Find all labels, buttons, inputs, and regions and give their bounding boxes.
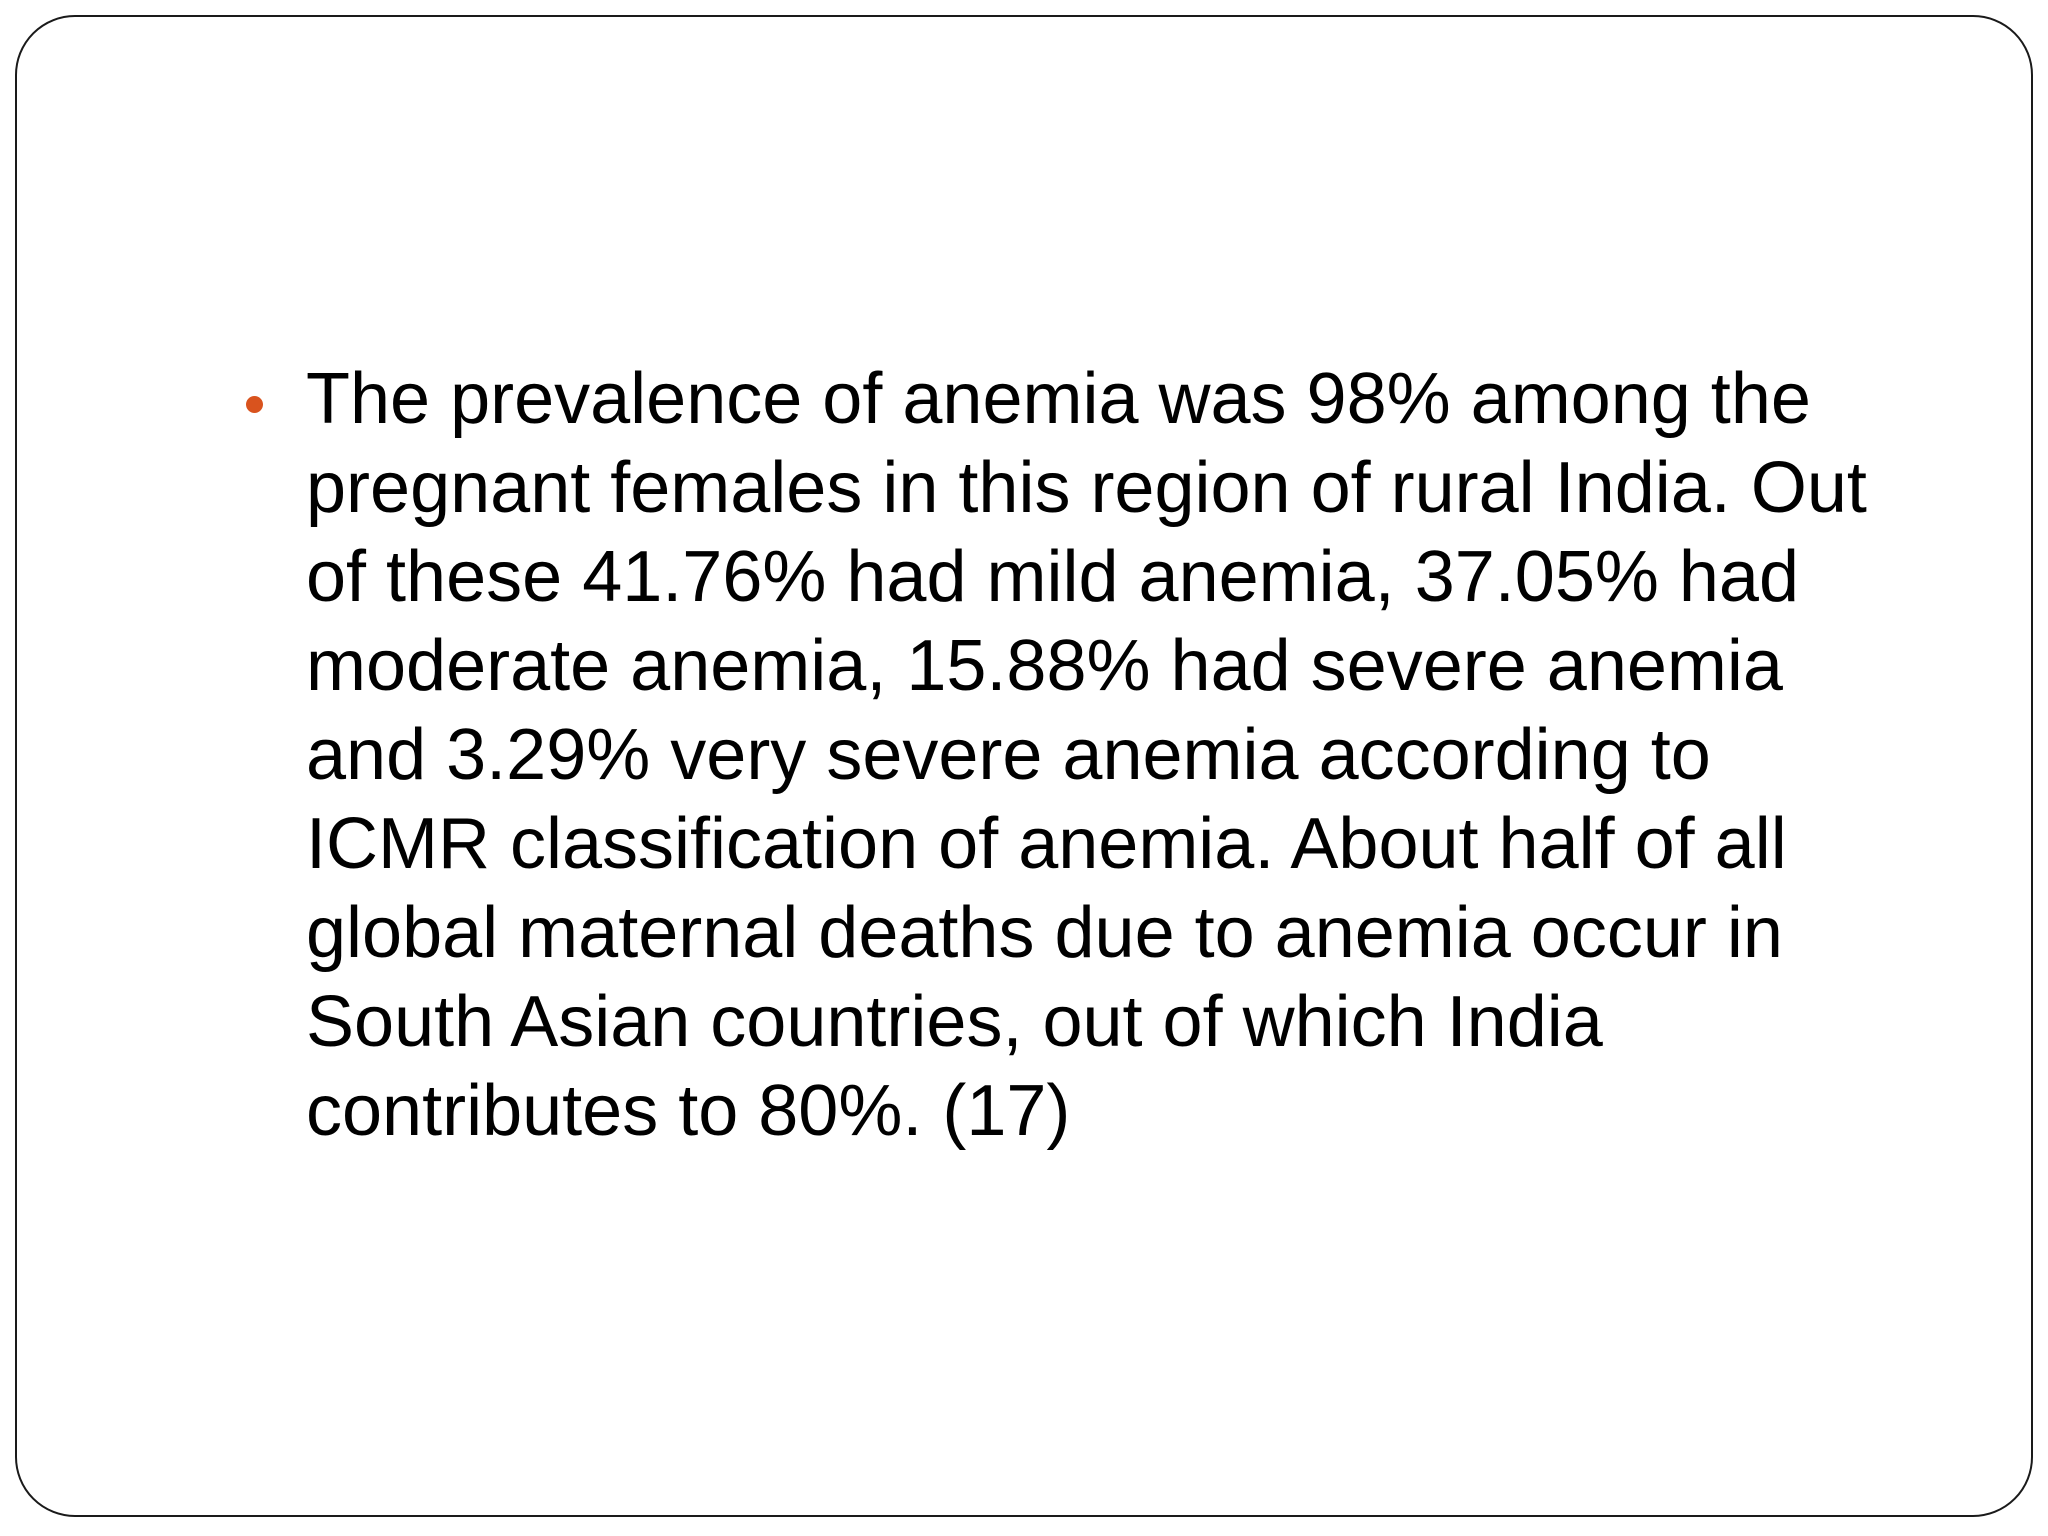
slide-frame bbox=[15, 15, 2033, 1517]
bullet-list bbox=[242, 355, 1942, 1156]
bullet-dot-icon bbox=[246, 396, 263, 413]
bullet-item bbox=[242, 355, 1942, 1156]
bullet-text: The prevalence of anemia was 98% among the pregnant females in this region of rural India. Out of these 41.76% had mild anemia, 37.05% had moderate anemia, 15.88% had severe anemia and 3.29% very severe anemia according to ICMR classification of anemia. About half of all global maternal deaths due to anemia occur in South Asian countries, out of which India contributes to 80%. (17) bbox=[306, 359, 1867, 1151]
